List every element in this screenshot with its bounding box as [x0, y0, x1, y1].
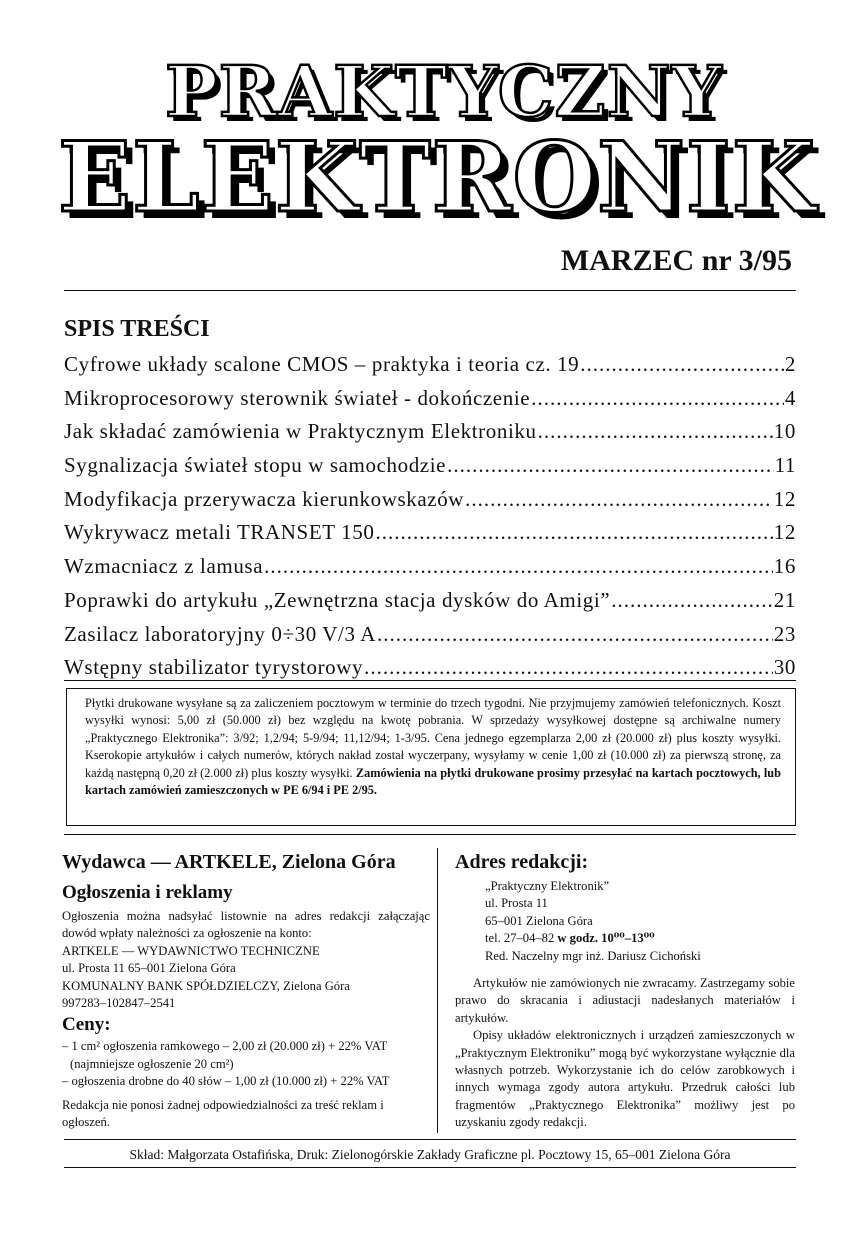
toc-item-title: Wzmacniacz z lamusa [64, 554, 264, 579]
toc-leader [264, 554, 773, 579]
price-frame-min: (najmniejsze ogłoszenie 20 cm²) [70, 1056, 234, 1071]
toc-item-page: 12 [773, 520, 796, 545]
divider-top [64, 290, 796, 291]
address-line: „Praktyczny Elektronik” [485, 879, 610, 893]
editorial-para1: Artykułów nie zamówionych nie zwracamy. Zastrzegamy sobie prawo do skracania i adiustacji nadesłanych materiałów i artykułów. [455, 976, 795, 1025]
toc-item-page: 12 [773, 486, 796, 511]
office-hours: w godz. 10⁰⁰–13⁰⁰ [557, 931, 655, 946]
toc-item [64, 588, 796, 622]
toc-item-title: Sygnalizacja świateł stopu w samochodzie [64, 453, 447, 478]
footer-credits: Skład: Małgorzata Ostafińska, Druk: Zielonogórskie Zakłady Graficzne pl. Pocztowy 15, 65–001 Zielona Góra [129, 1147, 731, 1162]
toc-item [64, 453, 796, 487]
toc-leader [364, 655, 773, 680]
editorial-address [455, 878, 795, 965]
toc-leader [611, 588, 773, 613]
toc-item-title: Wstępny stabilizator tyrystorowy [64, 655, 364, 680]
toc-leader [531, 386, 784, 411]
editorial-heading: Adres redakcji: [455, 851, 589, 873]
toc-item [64, 419, 796, 453]
toc-item-page: 16 [773, 554, 796, 579]
divider-box [64, 834, 796, 835]
toc-item-page: 10 [773, 419, 796, 444]
toc-item-title: Wykrywacz metali TRANSET 150 [64, 520, 375, 545]
account-line: ul. Prosta 11 65–001 Zielona Góra [62, 961, 236, 976]
toc-item-title: Zasilacz laboratoryjny 0÷30 V/3 A [64, 621, 377, 646]
toc-leader [580, 352, 784, 377]
toc-item-page: 21 [773, 587, 796, 612]
ads-disclaimer: Redakcja nie ponosi żadnej odpowiedzialności za treść reklam i ogłoszeń. [62, 1097, 384, 1130]
column-divider [437, 848, 438, 1133]
toc-item-page: 23 [773, 621, 796, 646]
toc-item [64, 655, 796, 689]
divider-toc [64, 680, 796, 681]
toc-item-page: 30 [773, 655, 796, 680]
toc-item-title: Mikroprocesorowy sterownik świateł - dokończenie [64, 385, 531, 410]
toc-leader [465, 487, 773, 512]
publisher-column [62, 850, 430, 1131]
divider-bottom [64, 1139, 796, 1140]
toc-leader [447, 453, 774, 478]
editorial-column [455, 850, 795, 1132]
divider-footer [64, 1167, 796, 1168]
address-line: 65–001 Zielona Góra [485, 913, 593, 928]
account-line: ARTKELE — WYDAWNICTWO TECHNICZNE [62, 943, 320, 958]
toc-item [64, 554, 796, 588]
phone-line [485, 930, 795, 947]
toc-item-title: Cyfrowe układy scalone CMOS – praktyka i teoria cz. 19 [64, 352, 580, 376]
publisher-heading: Wydawca — ARTKELE, Zielona Góra [62, 851, 396, 873]
toc-heading: SPIS TREŚCI [64, 316, 210, 342]
masthead-line2: ELEKTRONIK [58, 121, 817, 234]
ads-text: Ogłoszenia można nadsyłać listownie na adres redakcji załączając dowód wpłaty należności za ogłoszenie na konto: [62, 909, 430, 941]
toc-item [64, 386, 796, 420]
toc-item-page: 2 [784, 352, 796, 376]
address-line: ul. Prosta 11 [485, 896, 548, 911]
account-line: KOMUNALNY BANK SPÓŁDZIELCZY, Zielona Góra [62, 978, 350, 993]
toc-leader [377, 622, 773, 647]
toc-item-title: Modyfikacja przerywacza kierunkowskazów [64, 486, 465, 511]
toc-item-page: 4 [784, 385, 796, 410]
ordering-notice [66, 688, 796, 826]
prices-heading: Ceny: [62, 1014, 111, 1036]
toc-item [64, 622, 796, 656]
toc-item [64, 487, 796, 521]
toc-item [64, 352, 796, 386]
notice-bold: Zamówienia na płytki drukowane prosimy przesyłać na kartach pocztowych, lub kartach zamówień zamieszczonych w PE 6/94 i PE 2/95. [85, 765, 781, 798]
masthead-line1: PRAKTYCZNY [165, 50, 723, 133]
account-line: 997283–102847–2541 [62, 996, 176, 1011]
table-of-contents [64, 352, 796, 689]
phone: tel. 27–04–82 [485, 931, 555, 946]
issue-label: MARZEC nr 3/95 [560, 244, 792, 277]
toc-item-title: Poprawki do artykułu „Zewnętrzna stacja dysków do Amigi” [64, 587, 611, 612]
toc-item-title: Jak składać zamówienia w Praktycznym Elektroniku [64, 419, 537, 444]
editorial-para2: Opisy układów elektronicznych i urządzeń zamieszczonych w „Praktycznym Elektroniku” mogą być wykorzystane wyłącznie dla własnych potrzeb. Wykorzystanie ich do celów zarobkowych i innych wymaga zgody autora artykułu. Przedruk całości lub fragmentów „Praktycznego Elektronika” możliwy jest po uzyskaniu zgody redakcji. [455, 1028, 795, 1130]
ads-heading: Ogłoszenia i reklamy [62, 882, 233, 903]
price-small: – ogłoszenia drobne do 40 słów – 1,00 zł (10.000 zł) + 22% VAT [62, 1074, 390, 1089]
editor-line: Red. Naczelny mgr inż. Dariusz Cichoński [485, 948, 701, 963]
toc-leader [538, 419, 773, 444]
notice-text: Płytki drukowane wysyłane są za zaliczeniem pocztowym w terminie do trzech tygodni. Nie przyjmujemy zamówień telefonicznych. Koszt wysyłki wynosi: 5,00 zł (50.000 zł) bez względu na kwotę pobrania. W sprzedaży wysyłkowej dostępne są archiwalne numery „Praktycznego Elektronika”: 3/92; 1,2/94; 5-9/94; 11,12/94; 1-3/95. Cena jednego egzemplarza 2,00 zł (20.000 zł) plus koszty wysyłki. Kserokopie artykułów i całych numerów, których nakład został wyczerpany, wysyłamy w cenie 1,00 zł (10.000 zł) za pierwszą stronę, za każdą następną 0,20 zł (2.000 zł) plus koszty wysyłki. [85, 696, 781, 780]
toc-leader [375, 520, 772, 545]
price-frame: – 1 cm² ogłoszenia ramkowego – 2,00 zł (20.000 zł) + 22% VAT [62, 1039, 388, 1054]
toc-item [64, 520, 796, 554]
toc-item-page: 11 [774, 453, 796, 478]
